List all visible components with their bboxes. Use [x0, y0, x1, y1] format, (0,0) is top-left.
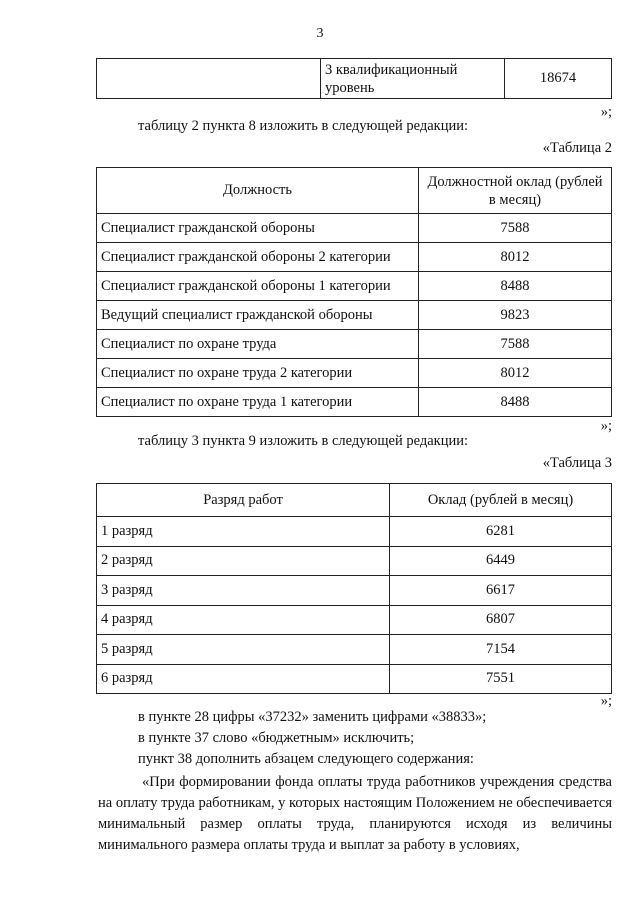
- table-cell-value: 6807: [390, 605, 612, 635]
- table-row: [97, 359, 612, 388]
- table-cell-value: 8488: [419, 388, 612, 417]
- table-cell-name: 3 разряд: [97, 576, 390, 606]
- closing-quote-3: »;: [600, 693, 612, 709]
- table-row: [97, 605, 612, 635]
- table-cell-value: 8012: [419, 359, 612, 388]
- table-cell-name: 4 разряд: [97, 605, 390, 635]
- table-cell-name: 5 разряд: [97, 635, 390, 665]
- table-row: [97, 243, 612, 272]
- amendment-line: в пункте 37 слово «бюджетным» исключить;: [138, 730, 415, 746]
- table-cell-name: 2 разряд: [97, 546, 390, 576]
- table-row: [97, 272, 612, 301]
- table-3-caption: «Таблица 3: [542, 455, 612, 471]
- table-row: [97, 330, 612, 359]
- table-cell-value: 9823: [419, 301, 612, 330]
- table-cell-name: Специалист по охране труда 1 категории: [97, 388, 419, 417]
- intro-table-3: таблицу 3 пункта 9 изложить в следующей редакции:: [138, 433, 469, 449]
- page-number: 3: [316, 26, 324, 41]
- table-cell-name: Специалист гражданской обороны 2 категории: [97, 243, 419, 272]
- table-cell-value: 6281: [390, 517, 612, 547]
- table-cell-value: 6449: [390, 546, 612, 576]
- table-cell-name: 1 разряд: [97, 517, 390, 547]
- table-cell-value: 7551: [390, 664, 612, 694]
- table-cell-name: Специалист гражданской обороны 1 категории: [97, 272, 419, 301]
- column-header-salary: Должностной оклад (рублей в месяц): [419, 168, 612, 214]
- closing-quote-2: »;: [600, 418, 612, 434]
- table-row: [97, 546, 612, 576]
- closing-quote-1: »;: [600, 104, 612, 120]
- table-cell-name: 3 квалификационный уровень: [321, 59, 505, 99]
- table-3: [96, 483, 612, 694]
- column-header-position: Должность: [97, 168, 419, 214]
- table-row: [97, 635, 612, 665]
- table-row: [97, 388, 612, 417]
- intro-table-2: таблицу 2 пункта 8 изложить в следующей редакции:: [138, 118, 469, 134]
- table-row: [97, 214, 612, 243]
- table-header-row: [97, 484, 612, 517]
- table-cell-name: Специалист по охране труда 2 категории: [97, 359, 419, 388]
- table-cell-value: 7588: [419, 214, 612, 243]
- column-header-grade: Разряд работ: [97, 484, 390, 517]
- table-cell-name: Ведущий специалист гражданской обороны: [97, 301, 419, 330]
- table-row: [97, 664, 612, 694]
- table-1-fragment: [96, 58, 612, 99]
- table-cell-value: 7154: [390, 635, 612, 665]
- table-cell-empty: [97, 59, 321, 99]
- column-header-salary: Оклад (рублей в месяц): [390, 484, 612, 517]
- table-2: [96, 167, 612, 417]
- table-cell-name: Специалист по охране труда: [97, 330, 419, 359]
- amendment-line: пункт 38 дополнить абзацем следующего содержания:: [138, 751, 474, 767]
- final-paragraph: «При формировании фонда оплаты труда работников учреждения средства на оплату труда работникам, у которых настоящим Положением не обеспечивается минимальный размер оплаты труда, планируются исходя из величины минимального размера оплаты труда и выплат за работу в условиях,: [98, 774, 613, 853]
- table-row: [97, 517, 612, 547]
- table-row: [97, 576, 612, 606]
- table-header-row: [97, 168, 612, 214]
- table-row: [97, 301, 612, 330]
- table-cell-value: 8012: [419, 243, 612, 272]
- table-row: [97, 59, 612, 99]
- table-cell-value: 8488: [419, 272, 612, 301]
- table-2-caption: «Таблица 2: [542, 140, 612, 156]
- amendment-line: в пункте 28 цифры «37232» заменить цифрами «38833»;: [138, 709, 487, 725]
- table-cell-value: 6617: [390, 576, 612, 606]
- table-cell-name: 6 разряд: [97, 664, 390, 694]
- table-cell-value: 18674: [505, 59, 612, 99]
- table-cell-value: 7588: [419, 330, 612, 359]
- table-cell-name: Специалист гражданской обороны: [97, 214, 419, 243]
